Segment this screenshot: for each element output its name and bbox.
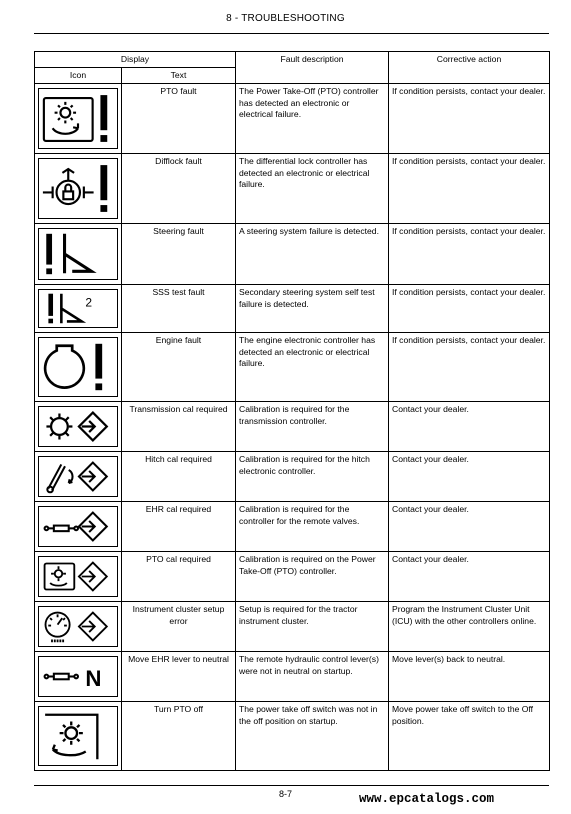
transmission-cal-icon <box>38 406 118 447</box>
fault-text: Steering fault <box>122 224 236 285</box>
sss-superscript-glyph: 2 <box>85 296 93 311</box>
corrective-action: Contact your dealer. <box>389 402 550 452</box>
fault-description: A steering system failure is detected. <box>236 224 389 285</box>
fault-text: Transmission cal required <box>122 402 236 452</box>
corrective-action-header: Corrective action <box>389 52 550 84</box>
fault-description: Calibration is required for the transmission controller. <box>236 402 389 452</box>
fault-text: Turn PTO off <box>122 702 236 771</box>
fault-text: EHR cal required <box>122 502 236 552</box>
corrective-action: Contact your dealer. <box>389 452 550 502</box>
fault-description: The Power Take-Off (PTO) controller has detected an electronic or electrical failure. <box>236 84 389 154</box>
table-row <box>35 224 550 285</box>
fault-description: Calibration is required for the controller for the remote valves. <box>236 502 389 552</box>
text-header: Text <box>122 68 236 84</box>
pto-cal-icon <box>38 556 118 597</box>
fault-text: SSS test fault <box>122 285 236 333</box>
fault-description: Calibration is required for the hitch electronic controller. <box>236 452 389 502</box>
fault-text: Move EHR lever to neutral <box>122 652 236 702</box>
turn-pto-off-icon <box>38 706 118 766</box>
corrective-action: Contact your dealer. <box>389 552 550 602</box>
fault-table <box>34 51 550 771</box>
corrective-action: Contact your dealer. <box>389 502 550 552</box>
page-number: 8-7 <box>278 789 292 799</box>
fault-description: The remote hydraulic control lever(s) were not in neutral on startup. <box>236 652 389 702</box>
table-row <box>35 552 550 602</box>
table-row <box>35 652 550 702</box>
fault-description-header: Fault description <box>236 52 389 84</box>
corrective-action: Program the Instrument Cluster Unit (ICU) with the other controllers online. <box>389 602 550 652</box>
corrective-action: If condition persists, contact your dealer. <box>389 333 550 402</box>
neutral-letter-glyph: N <box>85 666 102 692</box>
table-row <box>35 285 550 333</box>
table-row <box>35 602 550 652</box>
icon-header: Icon <box>35 68 122 84</box>
table-row <box>35 84 550 154</box>
corrective-action: Move power take off switch to the Off position. <box>389 702 550 771</box>
corrective-action: If condition persists, contact your dealer. <box>389 154 550 224</box>
fault-text: Instrument cluster setup error <box>122 602 236 652</box>
page-header-title: 8 - TROUBLESHOOTING <box>226 13 345 24</box>
corrective-action: If condition persists, contact your dealer. <box>389 285 550 333</box>
footer-divider <box>34 785 549 786</box>
fault-text: PTO fault <box>122 84 236 154</box>
fault-text: Hitch cal required <box>122 452 236 502</box>
engine-fault-icon <box>38 337 118 397</box>
corrective-action: If condition persists, contact your dealer. <box>389 84 550 154</box>
display-header: Display <box>35 52 236 68</box>
table-row <box>35 402 550 452</box>
fault-description: The differential lock controller has detected an electronic or electrical failure. <box>236 154 389 224</box>
sss-test-fault-icon <box>38 289 118 328</box>
corrective-action: Move lever(s) back to neutral. <box>389 652 550 702</box>
watermark-text: www.epcatalogs.com <box>359 792 495 806</box>
fault-description: Secondary steering system self test failure is detected. <box>236 285 389 333</box>
table-row <box>35 154 550 224</box>
corrective-action: If condition persists, contact your dealer. <box>389 224 550 285</box>
difflock-fault-icon <box>38 158 118 219</box>
table-row <box>35 333 550 402</box>
fault-text: Difflock fault <box>122 154 236 224</box>
instrument-cluster-setup-icon <box>38 606 118 647</box>
fault-description: The power take off switch was not in the off position on startup. <box>236 702 389 771</box>
hitch-cal-icon <box>38 456 118 497</box>
move-ehr-lever-icon <box>38 656 118 697</box>
table-row <box>35 702 550 771</box>
fault-description: Setup is required for the tractor instrument cluster. <box>236 602 389 652</box>
pto-fault-icon <box>38 88 118 149</box>
table-row <box>35 502 550 552</box>
fault-text: PTO cal required <box>122 552 236 602</box>
steering-fault-icon <box>38 228 118 280</box>
ehr-cal-icon <box>38 506 118 547</box>
fault-text: Engine fault <box>122 333 236 402</box>
table-row <box>35 452 550 502</box>
header-divider <box>34 33 549 34</box>
fault-description: The engine electronic controller has detected an electronic or electrical failure. <box>236 333 389 402</box>
fault-description: Calibration is required on the Power Take-Off (PTO) controller. <box>236 552 389 602</box>
